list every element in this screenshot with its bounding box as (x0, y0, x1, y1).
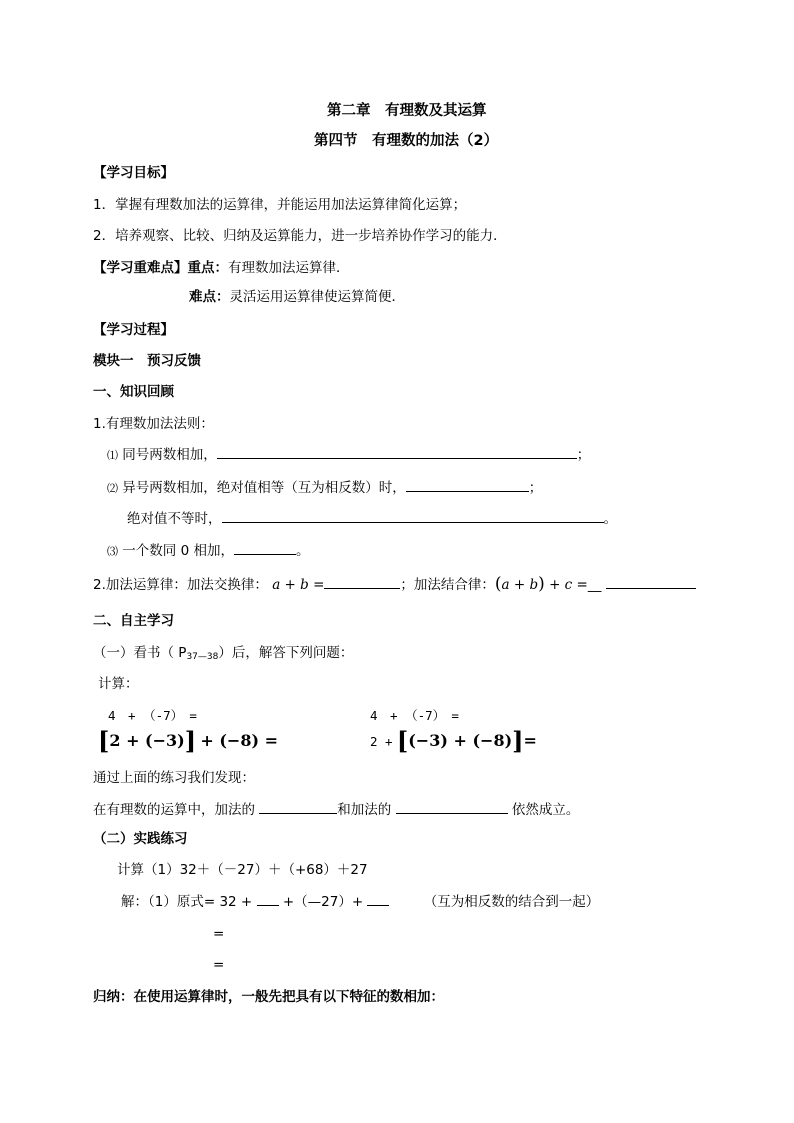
rule2-blank[interactable] (406, 477, 529, 492)
module-heading: 模块一 预习反馈 (93, 353, 201, 369)
rule2b-blank[interactable] (222, 508, 604, 523)
difficulty-text: 灵活运用运算律使运算简便． (229, 289, 405, 305)
rule2-text: 异号两数相加，绝对值相等（互为相反数）时， (122, 480, 406, 496)
section-title: 第四节 有理数的加法（2） (314, 133, 499, 149)
laws-mid: ；加法结合律： (400, 577, 495, 593)
reading-prefix: （一）看书（ P (93, 645, 187, 661)
rule-title: 1.有理数加法法则： (93, 416, 214, 432)
difficulty-line (189, 287, 405, 307)
reading-suffix: ）后，解答下列问题： (218, 645, 354, 661)
rule2-line (107, 477, 542, 499)
conclusion-part-c: 依然成立。 (511, 802, 580, 818)
rule1-line (107, 444, 590, 466)
expression-4-group: (−3) + (−8) (408, 731, 513, 750)
expression-1: 4 + （-7） = (108, 708, 197, 723)
rule2b-line (127, 508, 617, 529)
solution-line (121, 891, 599, 912)
commutative-expression: a + b = (272, 577, 325, 593)
conclusion-blank-2[interactable] (396, 799, 508, 814)
rule2b-end: 。 (603, 511, 617, 527)
expression-4-lead: 2 + (370, 734, 393, 749)
rule1-text: 同号两数相加， (122, 447, 217, 463)
conclusion-part-a: 在有理数的运算中，加法的 (93, 802, 255, 818)
expression-3-group: 2 + (−3) (109, 731, 185, 750)
solution-note: （互为相反数的结合到一起） (423, 894, 600, 910)
associative-blank[interactable] (606, 574, 696, 589)
rule3-line (107, 540, 309, 562)
objective-item-2: 2．培养观察、比较、归纳及运算能力，进一步培养协作学习的能力． (93, 228, 507, 244)
rule2b-text: 绝对值不等时， (127, 511, 222, 527)
laws-prefix: 2.加法运算律：加法交换律： (93, 577, 268, 593)
rule3-end: 。 (295, 543, 310, 559)
expression-3: [2 + (−3)] + (−8) = (98, 726, 279, 755)
part1-heading: 一、知识回顾 (93, 384, 174, 400)
practice-problem: 计算（1）32＋（－27）＋（+68）＋27 (117, 862, 368, 878)
practice-heading: （二）实践练习 (93, 831, 188, 847)
conclusion-part-b: 和加法的 (337, 802, 392, 818)
rule2-end: ； (528, 480, 543, 496)
rule3-blank[interactable] (234, 540, 296, 555)
rule2-number: ⑵ (107, 482, 118, 495)
expression-4: 2 + [(−3) + (−8)]= (370, 726, 537, 755)
key-points-line (93, 258, 350, 278)
focus-text: 有理数加法运算律． (228, 260, 350, 276)
solution-blank-1[interactable] (257, 891, 279, 906)
self-study-heading: 二、自主学习 (93, 613, 174, 629)
rule1-number: ⑴ (107, 449, 118, 462)
expression-3-rest: + (−8) = (200, 731, 279, 750)
solution-blank-2[interactable] (367, 891, 389, 906)
rule1-end: ； (576, 447, 591, 463)
reading-instruction (93, 643, 353, 667)
associative-expression: (a + b) + c = (494, 574, 588, 594)
reading-pages: 37—38 (186, 652, 219, 662)
commutative-blank[interactable] (324, 574, 400, 589)
conclusion-blank-1[interactable] (259, 799, 337, 814)
solution-part-b: +（—27）+ (282, 894, 364, 910)
observation-text: 通过上面的练习我们发现： (93, 770, 255, 786)
focus-label: 重点： (187, 260, 228, 276)
calc-label: 计算： (98, 676, 139, 692)
solution-step-2: = (213, 957, 225, 973)
objective-item-1: 1．掌握有理数加法的运算律，并能运用加法运算律简化运算； (93, 197, 467, 213)
key-points-heading: 【学习重难点】 (93, 260, 188, 276)
associative-tail: __ (587, 577, 602, 593)
difficulty-label: 难点： (189, 289, 230, 305)
solution-step-1: = (213, 926, 225, 942)
rule3-number: ⑶ (107, 545, 118, 558)
rule1-blank[interactable] (217, 444, 577, 459)
solution-part-a: 解：（1）原式= 32 + (121, 894, 253, 910)
expression-2: 4 + （-7） = (370, 708, 459, 723)
conclusion-line (93, 799, 579, 820)
rule3-text: 一个数同 0 相加， (122, 543, 234, 559)
expression-4-equals: = (523, 731, 537, 750)
laws-line (93, 574, 696, 595)
chapter-title: 第二章 有理数及其运算 (327, 103, 487, 119)
summary-text: 归纳：在使用运算律时，一般先把具有以下特征的数相加： (93, 989, 444, 1005)
objectives-heading: 【学习目标】 (93, 165, 174, 181)
process-heading: 【学习过程】 (93, 322, 174, 338)
